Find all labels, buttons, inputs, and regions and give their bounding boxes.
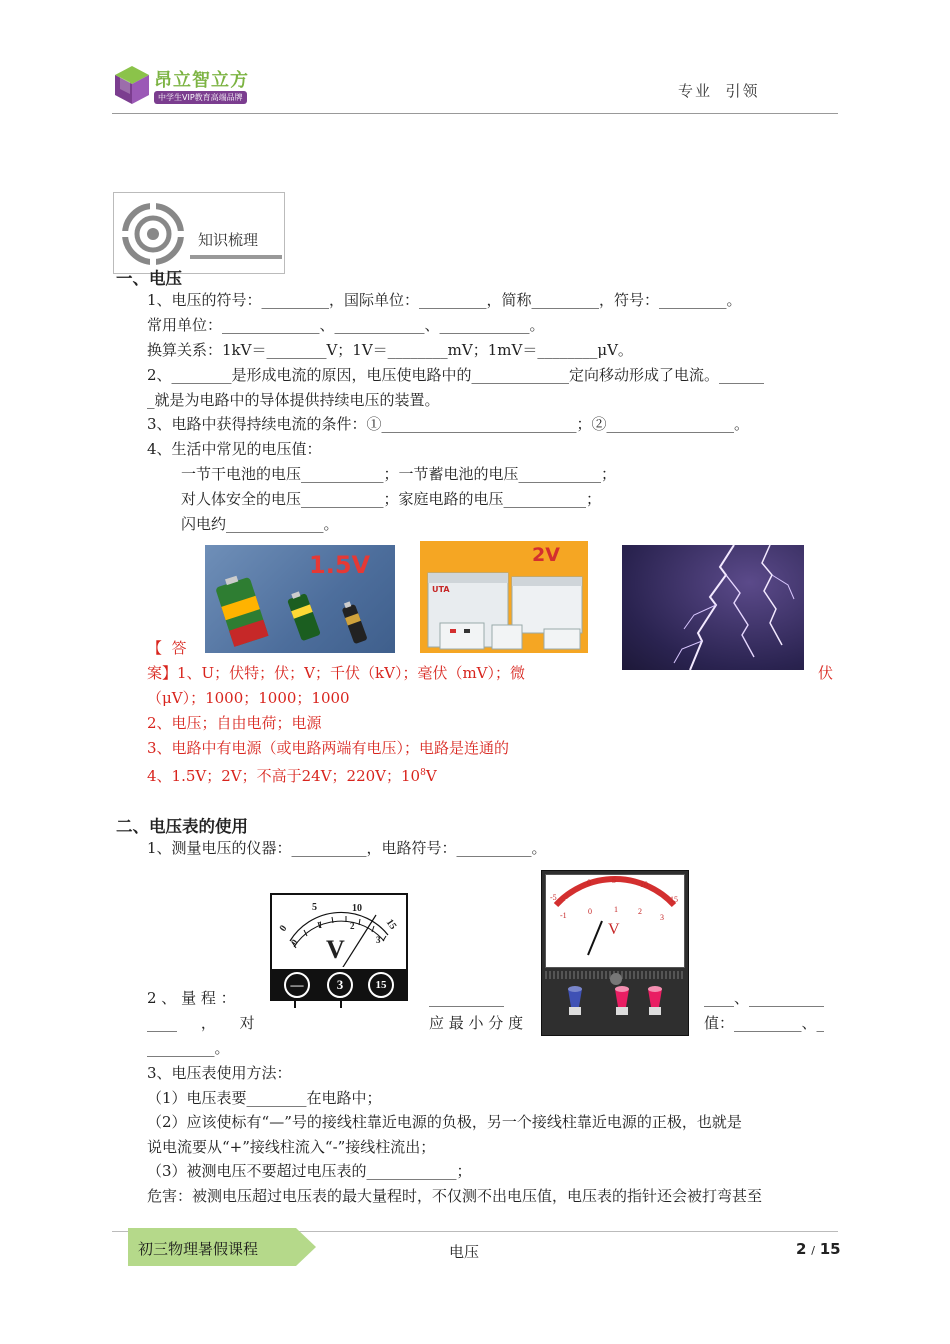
battery-photo [205,545,395,653]
s2-line8: 危害：被测电压超过电压表的最大量程时，不仅测不出电压值，电压表的指针还会被打弯甚至 [147,1187,763,1205]
answer-line6 [147,763,437,786]
answer-line4: 2、电压；自由电荷；电源 [147,714,322,732]
m2-ltick-n1: -1 [560,911,567,920]
answer-line3: （μV）；1000；1000；1000 [147,689,350,707]
s1-line1: 1、电压的符号：_________，国际单位：_________，简称_________，符号：_________。 [147,291,742,309]
s2-range-f: 值：_________、_ [704,1014,825,1032]
s1-line4: 2、________是形成电流的原因，电压使电路中的_____________定向移动形成了电流。______ [147,366,765,384]
m2-tick-10: 10 [640,880,648,889]
s2-line7: （3）被测电压不要超过电压表的____________； [147,1162,472,1180]
section-badge-label: 知识梳理 [198,231,259,249]
brand-name: 昂立智立方 [154,70,249,91]
m2-unit: V [608,921,620,938]
m1-tick-15: 15 [383,917,399,932]
voltmeter-photo [541,870,689,1036]
s1-line6: 3、电路中获得持续电流的条件：①__________________________；②_________________。 [147,415,750,433]
m1-terminal-15: 15 [368,972,394,998]
m1-ltick-3: 3 [376,935,381,945]
m1-lead-right [340,998,342,1008]
footer-course: 初三物理暑假课程 [138,1240,259,1258]
s2-line3: 3、电压表使用方法： [147,1064,292,1082]
page-total: 15 [819,1240,841,1258]
m2-ltick-1: 1 [614,905,618,914]
footer-topic: 电压 [449,1243,480,1261]
storage-voltage-label: 2V [532,544,560,566]
page-sep: / [811,1244,815,1257]
s2-range-c: ____、__________ [704,989,825,1007]
section1-title: 一、电压 [116,269,182,288]
s2-line6: 说电流要从“+”接线柱流入“-”接线柱流出； [147,1138,436,1156]
s1-line10: 闪电约_____________。 [181,515,339,533]
cube-logo-icon [112,64,152,106]
answer-line1: 【 答 [147,639,187,657]
m2-tick-15: 15 [670,895,678,904]
page-current: 2 [796,1240,807,1258]
s1-line7: 4、生活中常见的电压值： [147,440,322,458]
header-rule [112,113,838,114]
m2-ltick-2: 2 [638,907,642,916]
m2-tick-n5: -5 [550,893,557,902]
m1-ltick-0: 0 [288,937,300,947]
answer-line2: 案】1、U；伏特；伏；V；千伏（kV）；毫伏（mV）；微 [147,664,525,682]
m2-tick-5: 5 [612,876,616,885]
m1-tick-5: 5 [312,902,317,913]
s2-range-b: __________ [429,989,504,1007]
s1-line5: _就是为电路中的导体提供持续电压的装置。 [147,391,440,409]
s2-line4: （1）电压表要________在电路中； [147,1089,382,1107]
voltmeter-diagram [270,893,408,1001]
s1-line9: 对人体安全的电压___________；家庭电路的电压___________； [181,490,602,508]
s2-range-e: 应 最 小 分 度 [429,1014,524,1032]
s1-line3: 换算关系：1kV＝________V；1V＝________mV；1mV＝________μV。 [147,341,633,359]
answer-line6-end: V [425,767,437,785]
m1-ltick-1: 1 [318,920,323,930]
header-slogan: 专业 引领 [678,82,760,100]
s2-line1: 1、测量电压的仪器：__________，电路符号：__________。 [147,839,547,857]
section-badge [113,192,285,274]
s2-line5: （2）应该使标有“—”号的接线柱靠近电源的负极，另一个接线柱靠近电源的正极，也就是 [147,1113,742,1131]
answer-line2-end: 伏 [818,664,834,682]
brand-logo [112,64,252,108]
m1-unit: V [326,935,345,964]
storage-battery-photo [420,541,588,653]
m1-tick-0: 0 [277,923,290,934]
s2-range-g: _________。 [147,1039,230,1057]
m2-terminals [542,971,688,1031]
m2-ltick-3: 3 [660,913,664,922]
batteries-illustration [205,545,395,653]
answer-line6-text: 4、1.5V；2V；不高于24V；220V；10 [147,767,421,785]
m2-tick-0: 0 [587,878,591,887]
section2-title: 二、电压表的使用 [116,817,248,836]
m2-ltick-0: 0 [588,907,592,916]
lightning-icon [622,545,804,670]
s1-line8: 一节干电池的电压___________；一节蓄电池的电压___________； [181,465,617,483]
s2-range-d: ____ ， 对 [147,1014,255,1032]
s2-range-a: 2 、 量 程 ： [147,989,236,1007]
lightning-photo [622,545,804,670]
m1-terminal-neg: — [284,972,310,998]
page-number [796,1240,841,1258]
answer-line6-sup: 8 [420,768,426,778]
m1-terminal-bar [272,969,406,999]
target-icon [120,201,186,267]
storage-batteries-illustration [420,541,588,653]
s1-line2: 常用单位：_____________、____________、____________。 [147,316,545,334]
m1-terminal-3: 3 [327,972,353,998]
m1-ltick-2: 2 [350,921,355,931]
battery-voltage-label: 1.5V [309,551,371,579]
m1-tick-10: 10 [352,903,362,914]
brand-tagline: 中学生VIP教育高端品牌 [154,91,247,104]
footer-course-tab [128,1228,316,1266]
m1-lead-left [294,998,296,1008]
answer-line5: 3、电路中有电源（或电路两端有电压）；电路是连通的 [147,739,510,757]
storage-brand: UTA [432,585,450,594]
